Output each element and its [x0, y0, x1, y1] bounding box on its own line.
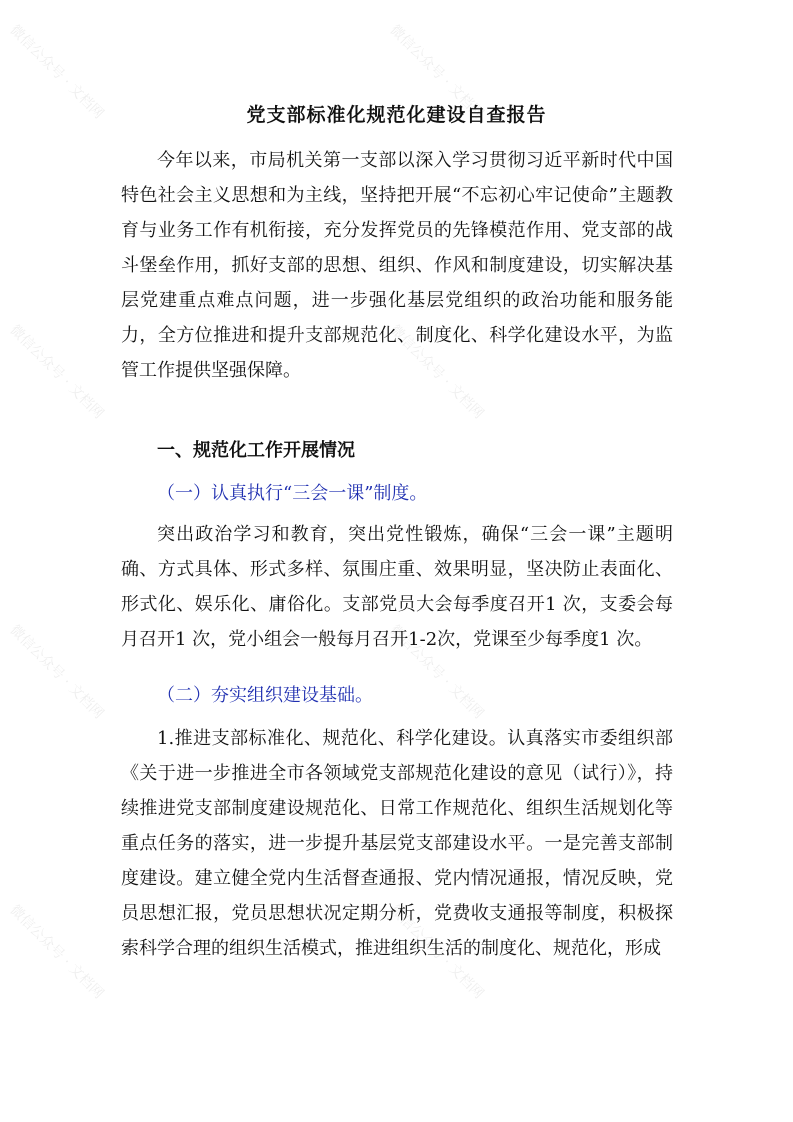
subsection-heading-2: （二）夯实组织建设基础。: [157, 685, 373, 706]
watermark-text: 微信公众号 · 文档网: [386, 622, 487, 723]
subsection-1-paragraph: 突出政治学习和教育，突出党性锻炼，确保“三会一课”主题明确、方式具体、形式多样、氛围庄重、效果明显，坚决防止表面化、形式化、娱乐化、庸俗化。支部党员大会每季度召开1 次，支委会每月召开1 次，党小组会一般每月召开1-2次，党课至少每季度1 次。: [121, 524, 673, 650]
watermark-text: 微信公众号 · 文档网: [386, 322, 487, 423]
watermark-text: 微信公众号 · 文档网: [6, 322, 107, 423]
subsection-2-paragraph: 1.推进支部标准化、规范化、科学化建设。认真落实市委组织部《关于进一步推进全市各领域党支部规范化建设的意见（试行）》，持续推进党支部制度建设规范化、日常工作规范化、组织生活规划化等重点任务的落实，进一步提升基层党支部建设水平。一是完善支部制度建设。建立健全党内生活督查通报、党内情况通报，情况反映，党员思想汇报，党员思想状况定期分析，党费收支通报等制度，积极探索科学合理的组织生活模式，推进组织生活的制度化、规范化，形成: [121, 728, 673, 959]
subsection-heading-1: （一）认真执行“三会一课”制度。: [157, 483, 428, 504]
watermark-text: 微信公众号 · 文档网: [6, 22, 107, 123]
watermark-text: 微信公众号 · 文档网: [386, 22, 487, 123]
watermark-text: 微信公众号 · 文档网: [6, 622, 107, 723]
document-title: 党支部标准化规范化建设自查报告: [246, 104, 547, 126]
watermark-text: 微信公众号 · 文档网: [386, 902, 487, 1003]
section-heading: 一、规范化工作开展情况: [157, 440, 355, 461]
watermark-text: 微信公众号 · 文档网: [6, 902, 107, 1003]
intro-paragraph: 今年以来，市局机关第一支部以深入学习贯彻习近平新时代中国特色社会主义思想和为主线，坚持把开展“不忘初心牢记使命”主题教育与业务工作有机衔接，充分发挥党员的先锋模范作用、党支部的战斗堡垒作用，抓好支部的思想、组织、作风和制度建设，切实解决基层党建重点难点问题，进一步强化基层党组织的政治功能和服务能力，全方位推进和提升支部规范化、制度化、科学化建设水平，为监管工作提供坚强保障。: [121, 150, 673, 381]
